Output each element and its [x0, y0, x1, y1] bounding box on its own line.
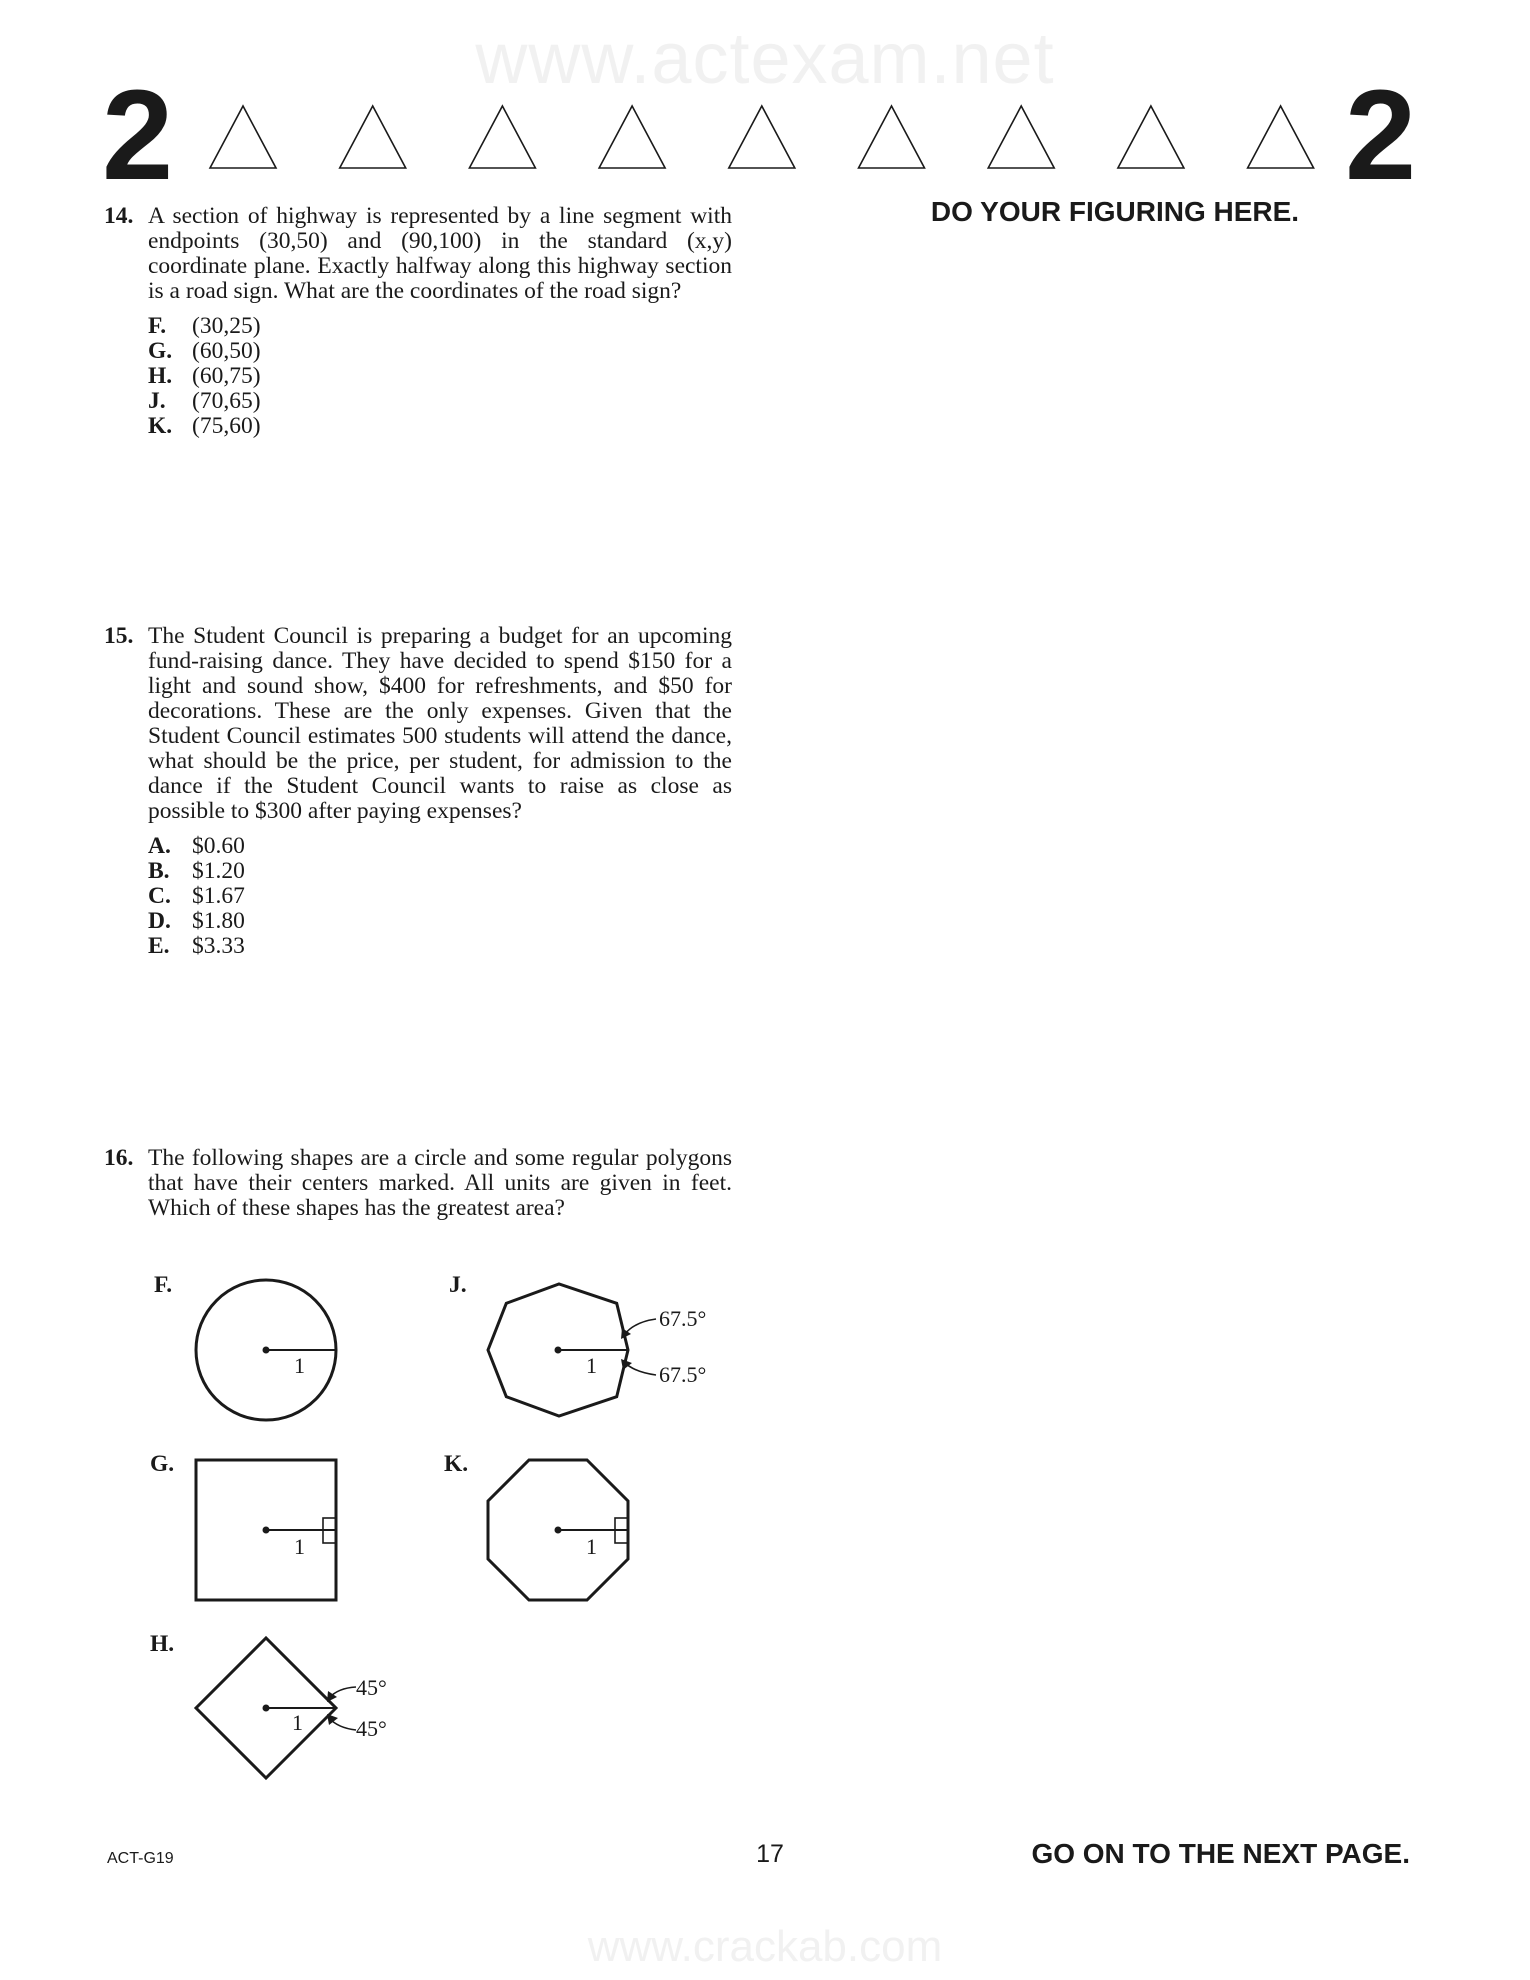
choice-text: $1.67: [192, 883, 245, 909]
answer-choice[interactable]: [148, 364, 732, 389]
answer-choice[interactable]: [148, 909, 732, 934]
go-on-next-page: GO ON TO THE NEXT PAGE.: [1031, 1838, 1410, 1869]
choice-letter: J.: [148, 388, 166, 414]
shape-k-octagon: [480, 1450, 640, 1610]
choice-letter: H.: [148, 363, 173, 389]
question-16: [104, 1146, 732, 1221]
answer-choice[interactable]: [148, 834, 732, 859]
shape-j-octagon: [480, 1270, 730, 1430]
choice-letter: K.: [148, 413, 173, 439]
choice-text: (30,25): [192, 313, 261, 339]
answer-choice[interactable]: [148, 859, 732, 884]
triangle-icon: [729, 106, 795, 168]
choice-text: (60,50): [192, 338, 261, 364]
question-number: 14.: [104, 203, 134, 229]
choice-text: $1.80: [192, 908, 245, 934]
choice-text: $0.60: [192, 833, 245, 859]
answer-choice[interactable]: [148, 339, 732, 364]
answer-choice[interactable]: [148, 934, 732, 959]
shape-f-circle: [188, 1270, 348, 1430]
choice-text: (70,65): [192, 388, 261, 414]
choice-letter: D.: [148, 908, 171, 934]
answer-choice[interactable]: [148, 884, 732, 909]
choice-letter: G.: [148, 338, 173, 364]
choice-letter: E.: [148, 933, 170, 959]
question-15: [104, 624, 732, 959]
answer-choices: [148, 314, 732, 439]
shape-label-j[interactable]: J.: [449, 1272, 467, 1298]
watermark-bottom: www.crackab.com: [587, 1922, 943, 1971]
triangle-icon: [469, 106, 535, 168]
question-text: The following shapes are a circle and some regular polygons that have their centers marked. All units are given in feet. Which of these shapes has the greatest area?: [148, 1145, 732, 1221]
angle-label-bottom: 45°: [356, 1716, 387, 1741]
shape-label-g[interactable]: G.: [150, 1451, 175, 1477]
triangle-icon: [859, 106, 925, 168]
angle-label-bottom: 67.5°: [659, 1362, 707, 1387]
choice-letter: C.: [148, 883, 171, 909]
question-text: A section of highway is represented by a line segment with endpoints (30,50) and (90,100) in the standard (x,y) coordinate plane. Exactly halfway along this highway section is a road sign. What are the coordinates of the road sign?: [148, 203, 732, 304]
watermark-top: www.actexam.net: [475, 19, 1055, 99]
answer-choice[interactable]: [148, 389, 732, 414]
choice-text: $3.33: [192, 933, 245, 959]
question-number: 16.: [104, 1145, 134, 1171]
choice-text: (75,60): [192, 413, 261, 439]
shape-g-square: [188, 1450, 348, 1610]
shape-h-diamond: [188, 1628, 418, 1788]
question-number: 15.: [104, 623, 134, 649]
choice-text: (60,75): [192, 363, 261, 389]
page-number: 17: [756, 1840, 784, 1868]
triangle-icon: [340, 106, 406, 168]
choice-letter: B.: [148, 858, 170, 884]
section-number-left: 2: [102, 64, 174, 207]
triangle-icon: [210, 106, 276, 168]
test-form-code: ACT-G19: [107, 1850, 174, 1867]
shape-label-h[interactable]: H.: [150, 1631, 175, 1657]
choice-letter: A.: [148, 833, 171, 859]
choice-letter: F.: [148, 313, 167, 339]
section-number-right: 2: [1345, 64, 1417, 207]
choice-text: $1.20: [192, 858, 245, 884]
triangle-icon: [988, 106, 1054, 168]
radius-label: 1: [294, 1353, 305, 1378]
question-14: [104, 204, 732, 439]
angle-label-top: 45°: [356, 1675, 387, 1700]
answer-choice[interactable]: [148, 314, 732, 339]
figuring-area-label: DO YOUR FIGURING HERE.: [930, 196, 1300, 227]
radius-label: 1: [292, 1710, 303, 1735]
angle-label-top: 67.5°: [659, 1306, 707, 1331]
shape-label-k[interactable]: K.: [444, 1451, 469, 1477]
triangle-icon: [1248, 106, 1314, 168]
answer-choices: [148, 834, 732, 959]
radius-label: 1: [294, 1534, 305, 1559]
shape-label-f[interactable]: F.: [154, 1272, 173, 1298]
radius-label: 1: [586, 1534, 597, 1559]
radius-label: 1: [586, 1353, 597, 1378]
triangle-icon: [1118, 106, 1184, 168]
triangle-row: [200, 98, 1320, 178]
answer-choice[interactable]: [148, 414, 732, 439]
triangle-icon: [599, 106, 665, 168]
question-text: The Student Council is preparing a budget for an upcoming fund-raising dance. They have decided to spend $150 for a light and sound show, $400 for refreshments, and $50 for decorations. These are the only expenses. Given that the Student Council estimates 500 students will attend the dance, what should be the price, per student, for admission to the dance if the Student Council wants to raise as close as possible to $300 after paying expenses?: [148, 623, 732, 824]
